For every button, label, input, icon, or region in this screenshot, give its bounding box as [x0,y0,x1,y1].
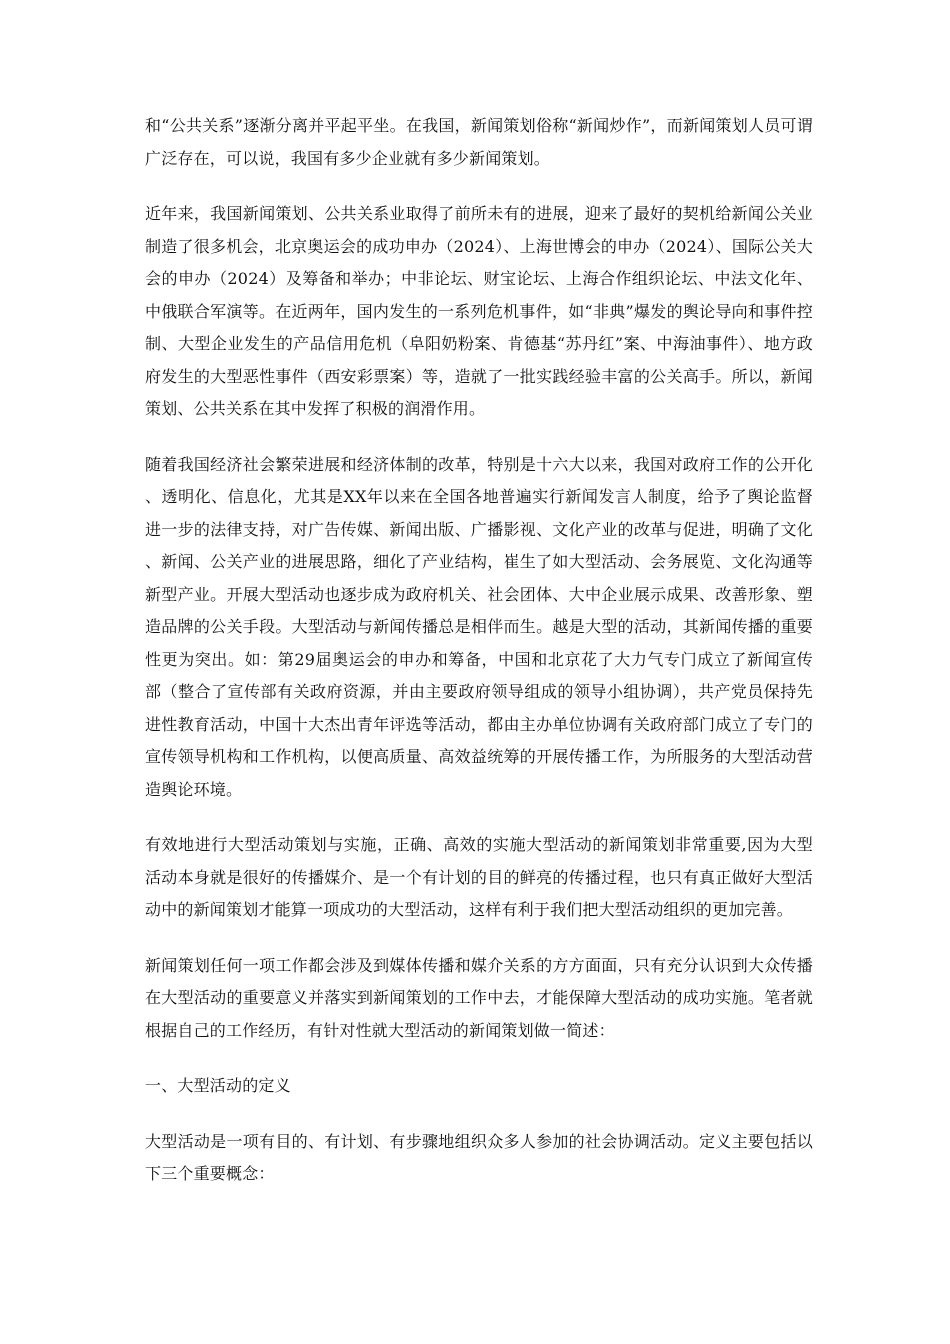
paragraph-news-planning-scope: 新闻策划任何一项工作都会涉及到媒体传播和媒介关系的方方面面，只有充分认识到大众传播在大型活动的重要意义并落实到新闻策划的工作中去，才能保障大型活动的成功实施。笔者就根据自己的工作经历，有针对性就大型活动的新闻策划做一简述： [145,955,813,1040]
section-heading-definition: 一、大型活动的定义 [145,1076,291,1095]
paragraph-recent-progress: 近年来，我国新闻策划、公共关系业取得了前所未有的进展，迎来了最好的契机给新闻公关业制造了很多机会，北京奥运会的成功申办（2024）、上海世博会的申办（2024）、国际公关大会的申办（2024）及筹备和举办；中非论坛、财宝论坛、上海合作组织论坛、中法文化年、中俄联合军演等。在近两年，国内发生的一系列危机事件，如“非典”爆发的舆论导向和事件控制、大型企业发生的产品信用危机（阜阳奶粉案、肯德基“苏丹红”案、中海油事件）、地方政府发生的大型恶性事件（西安彩票案）等，造就了一批实践经验丰富的公关高手。所以，新闻策划、公共关系在其中发挥了积极的润滑作用。 [145,204,813,418]
paragraph-public-relations-intro: 和“公共关系”逐渐分离并平起平坐。在我国，新闻策划俗称“新闻炒作”，而新闻策划人员可谓广泛存在，可以说，我国有多少企业就有多少新闻策划。 [145,116,813,168]
paragraph-definition: 大型活动是一项有目的、有计划、有步骤地组织众多人参加的社会协调活动。定义主要包括以下三个重要概念： [145,1131,813,1183]
paragraph-effective-planning: 有效地进行大型活动策划与实施，正确、高效的实施大型活动的新闻策划非常重要,因为大型活动本身就是很好的传播媒介、是一个有计划的目的鲜亮的传播过程，也只有真正做好大型活动中的新闻策划才能算一项成功的大型活动，这样有利于我们把大型活动组织的更加完善。 [145,835,813,919]
paragraph-economic-reform: 随着我国经济社会繁荣进展和经济体制的改革，特别是十六大以来，我国对政府工作的公开化、透明化、信息化，尤其是XX年以来在全国各地普遍实行新闻发言人制度，给予了舆论监督进一步的法律支持，对广告传媒、新闻出版、广播影视、文化产业的改革与促进，明确了文化、新闻、公关产业的进展思路，细化了产业结构，崔生了如大型活动、会务展览、文化沟通等新型产业。开展大型活动也逐步成为政府机关、社会团体、大中企业展示成果、改善形象、塑造品牌的公关手段。大型活动与新闻传播总是相伴而生。越是大型的活动，其新闻传播的重要性更为突出。如：第29届奥运会的申办和筹备，中国和北京花了大力气专门成立了新闻宣传部（整合了宣传部有关政府资源，并由主要政府领导组成的领导小组协调），共产党员保持先进性教育活动，中国十大杰出青年评选等活动，都由主办单位协调有关政府部门成立了专门的宣传领导机构和工作机构，以便高质量、高效益统筹的开展传播工作，为所服务的大型活动营造舆论环境。 [145,454,813,799]
document-body [145,110,813,1191]
